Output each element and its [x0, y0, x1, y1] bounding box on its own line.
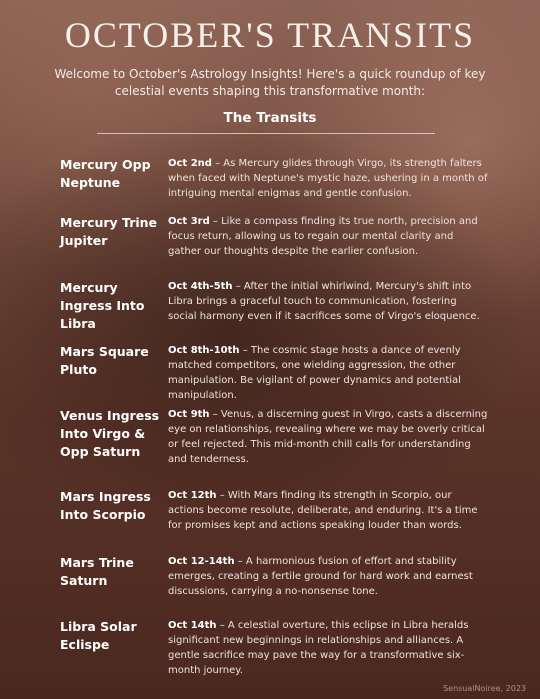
transit-name: Venus Ingress Into Virgo & Opp Saturn — [60, 408, 160, 459]
transit-name: Mercury Ingress Into Libra — [60, 280, 145, 331]
transit-name: Mars Ingress Into Scorpio — [60, 489, 151, 522]
transit-date: Oct 2nd — [168, 158, 212, 169]
transit-date: Oct 8th-10th — [168, 345, 240, 356]
transit-description — [168, 343, 488, 403]
transit-description — [168, 214, 488, 259]
transit-description — [168, 618, 488, 678]
transit-date: Oct 12-14th — [168, 556, 235, 567]
transit-text: – As Mercury glides through Virgo, its strength falters when faced with Neptune's mystic haze, ushering in a month of intriguing mental enigmas and gentle confusion. — [168, 158, 488, 199]
transit-text: – Like a compass finding its true north, precision and focus return, allowing us to regain our mental clarity and gather our thoughts despite the earlier confusion. — [168, 216, 478, 257]
transit-text: – A celestial overture, this eclipse in Libra heralds significant new beginnings in relationships and alliances. A gentle sacrifice may pave the way for a transformative six-month journey. — [168, 620, 469, 676]
transit-name: Mercury Trine Jupiter — [60, 215, 158, 248]
transit-text: – Venus, a discerning guest in Virgo, casts a discerning eye on relationships, revealing where we may be overly critical or feel rejected. This mid-month chill calls for understanding and tenderness. — [168, 409, 488, 465]
transit-date: Oct 3rd — [168, 216, 210, 227]
transit-date: Oct 4th-5th — [168, 281, 233, 292]
transit-description — [168, 156, 488, 201]
transit-text: – With Mars finding its strength in Scorpio, our actions become resolute, deliberate, and enduring. It's a time for promises kept and actions speaking louder than words. — [168, 490, 478, 531]
transit-date: Oct 14th — [168, 620, 217, 631]
transit-text: – A harmonious fusion of effort and stability emerges, creating a fertile ground for hard work and earnest discussions, carrying a no-nonsense tone. — [168, 556, 473, 597]
transit-description — [168, 279, 488, 324]
transit-date: Oct 9th — [168, 409, 210, 420]
transit-date: Oct 12th — [168, 490, 217, 501]
credit-text: SensualNoiree, 2023 — [443, 684, 526, 693]
transit-description — [168, 407, 488, 467]
section-divider — [97, 133, 435, 134]
intro-text: Welcome to October's Astrology Insights! Here's a quick roundup of key celestial events shaping this transformative month: — [54, 67, 486, 98]
transit-text: – The cosmic stage hosts a dance of evenly matched competitors, one wielding aggression, the other manipulation. Be vigilant of power dynamics and potential manipulation. — [168, 345, 461, 401]
transit-text: – After the initial whirlwind, Mercury's shift into Libra brings a graceful touch to communication, fostering social harmony even if it sacrifices some of Virgo's eloquence. — [168, 281, 480, 322]
transit-description — [168, 488, 488, 533]
section-subtitle: The Transits — [223, 110, 317, 126]
transit-name: Mars Square Pluto — [60, 344, 149, 377]
transit-name: Mercury Opp Neptune — [60, 157, 151, 190]
page-title: OCTOBER'S TRANSITS — [64, 15, 476, 55]
transit-description — [168, 554, 488, 599]
transit-name: Libra Solar Eclispe — [60, 619, 137, 652]
transit-name: Mars Trine Saturn — [60, 555, 134, 588]
